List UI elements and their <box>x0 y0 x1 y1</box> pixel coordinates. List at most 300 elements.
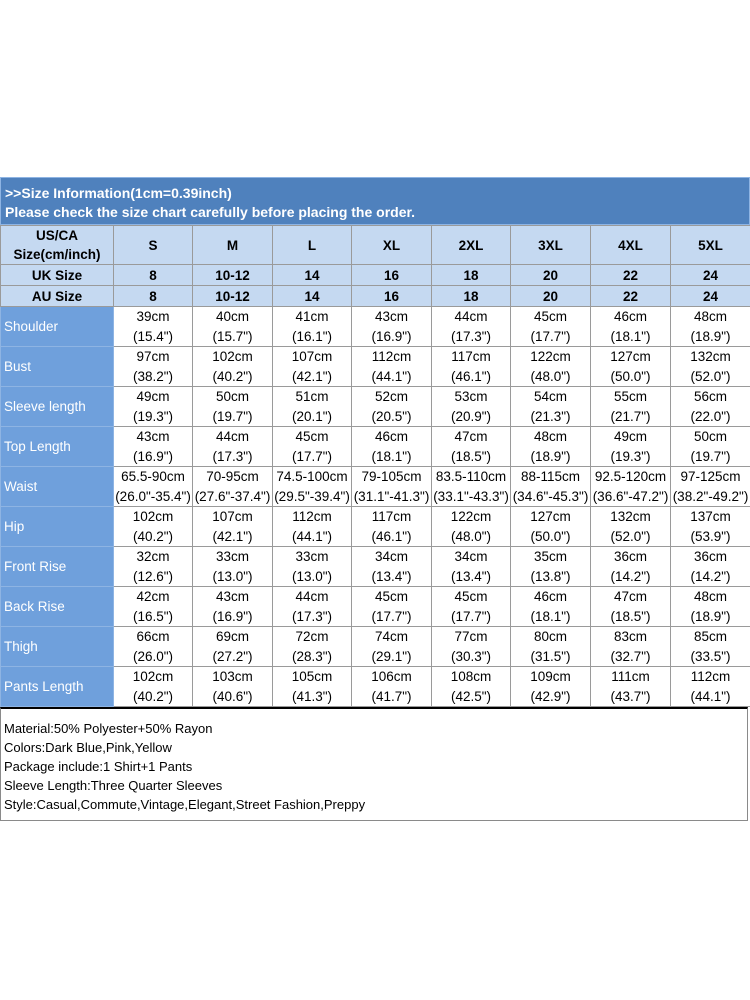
measure-cell <box>511 667 591 707</box>
au-size-m: 10-12 <box>193 286 273 307</box>
measure-cell <box>432 467 511 507</box>
inch-value: (22.0") <box>690 409 731 424</box>
measure-cell <box>114 347 193 387</box>
inch-value: (42.9") <box>530 689 571 704</box>
inch-value: (42.1") <box>291 369 333 384</box>
inch-value: (41.7") <box>371 689 412 704</box>
measure-cell <box>193 507 273 547</box>
inch-value: (46.1") <box>450 369 492 384</box>
inch-value: (26.0"-35.4") <box>115 489 191 504</box>
row-label: Sleeve length <box>1 387 114 427</box>
measure-cell <box>671 347 750 387</box>
uk-size-4xl: 22 <box>591 265 671 286</box>
cm-value: 39cm <box>136 309 170 324</box>
measure-cell <box>671 547 750 587</box>
inch-value: (19.3") <box>132 409 174 424</box>
cm-value: 50cm <box>693 429 727 444</box>
measure-cell <box>432 627 511 667</box>
measure-cell <box>432 307 511 347</box>
cm-value: 46cm <box>374 429 408 444</box>
uk-size-3xl: 20 <box>511 265 591 286</box>
cm-value: 43cm <box>215 589 249 604</box>
cm-value: 97cm <box>136 349 170 364</box>
inch-value: (33.1"-43.3") <box>433 489 509 504</box>
size-chart <box>0 177 750 821</box>
measure-cell <box>193 427 273 467</box>
measure-cell <box>352 467 432 507</box>
inch-value: (16.5") <box>132 609 174 624</box>
inch-value: (20.5") <box>371 409 412 424</box>
measure-cell <box>273 547 352 587</box>
header-uk-row <box>1 265 750 286</box>
cm-value: 127cm <box>530 509 571 524</box>
cm-value: 50cm <box>215 389 249 404</box>
cm-value: 48cm <box>693 589 727 604</box>
measure-cell <box>591 667 671 707</box>
cm-value: 109cm <box>530 669 571 684</box>
cm-value: 53cm <box>454 389 488 404</box>
measure-row-shoulder <box>1 307 750 347</box>
row-label: Top Length <box>1 427 114 467</box>
cm-value: 105cm <box>291 669 333 684</box>
header-au-row <box>1 286 750 307</box>
inch-value: (28.3") <box>291 649 333 664</box>
note-line: Sleeve Length:Three Quarter Sleeves <box>4 778 223 793</box>
inch-value: (48.0") <box>530 369 571 384</box>
inch-value: (13.0") <box>291 569 333 584</box>
cm-value: 132cm <box>610 509 651 524</box>
note-line: Material:50% Polyester+50% Rayon <box>4 721 213 736</box>
header-us-row <box>1 226 750 265</box>
inch-value: (29.5"-39.4") <box>274 489 350 504</box>
inch-value: (29.1") <box>371 649 412 664</box>
inch-value: (18.1") <box>530 609 571 624</box>
measure-cell <box>273 507 352 547</box>
note-line: Package include:1 Shirt+1 Pants <box>4 759 193 774</box>
cm-value: 44cm <box>454 309 488 324</box>
inch-value: (31.5") <box>530 649 571 664</box>
cm-value: 80cm <box>533 629 567 644</box>
measure-cell <box>352 307 432 347</box>
cm-value: 34cm <box>454 549 488 564</box>
inch-value: (21.3") <box>530 409 571 424</box>
measure-cell <box>193 347 273 387</box>
cm-value: 33cm <box>295 549 329 564</box>
corner-header <box>1 226 114 265</box>
measure-cell <box>352 387 432 427</box>
inch-value: (44.1") <box>291 529 333 544</box>
measure-cell <box>273 627 352 667</box>
cm-value: 36cm <box>613 549 647 564</box>
inch-value: (16.1") <box>291 329 333 344</box>
measure-cell <box>591 427 671 467</box>
au-size-l: 14 <box>273 286 352 307</box>
measure-cell <box>193 467 273 507</box>
inch-value: (13.8") <box>530 569 571 584</box>
inch-value: (19.7") <box>212 409 253 424</box>
inch-value: (15.7") <box>212 329 253 344</box>
us-size-m: M <box>193 226 273 265</box>
measure-cell <box>352 587 432 627</box>
cm-value: 102cm <box>132 669 174 684</box>
us-size-3xl: 3XL <box>511 226 591 265</box>
measure-cell <box>193 587 273 627</box>
inch-value: (34.6"-45.3") <box>512 489 589 504</box>
cm-value: 34cm <box>374 549 408 564</box>
measure-cell <box>273 587 352 627</box>
measure-cell <box>591 307 671 347</box>
cm-value: 74.5-100cm <box>276 469 348 484</box>
au-size-5xl: 24 <box>671 286 750 307</box>
cm-value: 66cm <box>136 629 170 644</box>
cm-value: 107cm <box>212 509 253 524</box>
cm-value: 111cm <box>611 669 650 684</box>
corner-us-ca: US/CA <box>35 228 78 243</box>
measure-cell <box>432 547 511 587</box>
cm-value: 137cm <box>690 509 731 524</box>
cm-value: 49cm <box>136 389 170 404</box>
inch-value: (53.9") <box>690 529 731 544</box>
cm-value: 46cm <box>533 589 567 604</box>
inch-value: (17.3") <box>212 449 253 464</box>
inch-value: (13.0") <box>212 569 253 584</box>
au-size-label: AU Size <box>1 286 114 307</box>
measure-cell <box>114 547 193 587</box>
product-notes <box>0 707 748 821</box>
cm-value: 117cm <box>371 509 412 524</box>
cm-value: 85cm <box>693 629 727 644</box>
measure-cell <box>511 507 591 547</box>
cm-value: 40cm <box>215 309 249 324</box>
measure-cell <box>352 347 432 387</box>
measure-cell <box>671 427 750 467</box>
measure-cell <box>114 667 193 707</box>
inch-value: (46.1") <box>371 529 412 544</box>
inch-value: (18.9") <box>530 449 571 464</box>
measure-cell <box>352 427 432 467</box>
measure-cell <box>193 307 273 347</box>
inch-value: (17.7") <box>530 329 571 344</box>
inch-value: (19.3") <box>610 449 651 464</box>
measure-cell <box>273 387 352 427</box>
cm-value: 83.5-110cm <box>435 469 507 484</box>
measure-row-hip <box>1 507 750 547</box>
inch-value: (50.0") <box>610 369 651 384</box>
measure-cell <box>511 427 591 467</box>
inch-value: (26.0") <box>132 649 174 664</box>
uk-size-5xl: 24 <box>671 265 750 286</box>
cm-value: 48cm <box>533 429 567 444</box>
inch-value: (19.7") <box>690 449 731 464</box>
inch-value: (17.3") <box>450 329 492 344</box>
inch-value: (18.9") <box>690 329 731 344</box>
cm-value: 47cm <box>454 429 488 444</box>
inch-value: (13.4") <box>371 569 412 584</box>
inch-value: (40.2") <box>132 689 174 704</box>
measure-cell <box>193 387 273 427</box>
cm-value: 44cm <box>295 589 329 604</box>
cm-value: 92.5-120cm <box>594 469 667 484</box>
measure-cell <box>671 387 750 427</box>
cm-value: 103cm <box>212 669 253 684</box>
measure-cell <box>511 587 591 627</box>
cm-value: 79-105cm <box>361 469 422 484</box>
inch-value: (52.0") <box>690 369 731 384</box>
banner-instruction: Please check the size chart carefully before placing the order. <box>5 204 416 220</box>
inch-value: (20.1") <box>291 409 333 424</box>
measure-cell <box>671 307 750 347</box>
cm-value: 33cm <box>215 549 249 564</box>
cm-value: 36cm <box>693 549 727 564</box>
note-line: Style:Casual,Commute,Vintage,Elegant,Street Fashion,Preppy <box>4 797 366 812</box>
cm-value: 122cm <box>450 509 492 524</box>
inch-value: (17.3") <box>291 609 333 624</box>
cm-value: 112cm <box>371 349 412 364</box>
inch-value: (27.2") <box>212 649 253 664</box>
measure-cell <box>114 467 193 507</box>
measure-cell <box>114 307 193 347</box>
measure-cell <box>114 627 193 667</box>
measure-cell <box>352 627 432 667</box>
cm-value: 35cm <box>533 549 567 564</box>
us-size-xl: XL <box>352 226 432 265</box>
us-size-2xl: 2XL <box>432 226 511 265</box>
cm-value: 122cm <box>530 349 571 364</box>
cm-value: 74cm <box>374 629 408 644</box>
cm-value: 117cm <box>451 349 491 364</box>
measure-cell <box>671 507 750 547</box>
cm-value: 88-115cm <box>520 469 581 484</box>
cm-value: 127cm <box>610 349 651 364</box>
us-size-s: S <box>114 226 193 265</box>
measure-cell <box>591 467 671 507</box>
banner-title: >>Size Information(1cm=0.39inch) <box>5 185 232 201</box>
inch-value: (42.5") <box>450 689 492 704</box>
us-size-5xl: 5XL <box>671 226 750 265</box>
measure-cell <box>511 387 591 427</box>
row-label: Thigh <box>1 627 114 667</box>
cm-value: 43cm <box>374 309 408 324</box>
measure-cell <box>352 547 432 587</box>
measure-cell <box>273 667 352 707</box>
measure-cell <box>352 667 432 707</box>
inch-value: (21.7") <box>610 409 651 424</box>
cm-value: 45cm <box>295 429 329 444</box>
measure-cell <box>432 347 511 387</box>
cm-value: 112cm <box>292 509 332 524</box>
au-size-4xl: 22 <box>591 286 671 307</box>
inch-value: (16.9") <box>212 609 253 624</box>
inch-value: (30.3") <box>450 649 492 664</box>
cm-value: 97-125cm <box>680 469 741 484</box>
row-label: Hip <box>1 507 114 547</box>
measure-cell <box>671 627 750 667</box>
cm-value: 42cm <box>136 589 170 604</box>
cm-value: 83cm <box>613 629 647 644</box>
measure-cell <box>273 427 352 467</box>
cm-value: 102cm <box>212 349 253 364</box>
measure-cell <box>273 467 352 507</box>
inch-value: (50.0") <box>530 529 571 544</box>
row-label: Pants Length <box>1 667 114 707</box>
cm-value: 46cm <box>613 309 647 324</box>
cm-value: 106cm <box>371 669 412 684</box>
measure-cell <box>432 427 511 467</box>
inch-value: (13.4") <box>450 569 492 584</box>
measure-cell <box>114 387 193 427</box>
measure-cell <box>511 627 591 667</box>
measure-row-back-rise <box>1 587 750 627</box>
measure-row-waist <box>1 467 750 507</box>
cm-value: 132cm <box>690 349 731 364</box>
inch-value: (18.5") <box>450 449 492 464</box>
us-size-l: L <box>273 226 352 265</box>
cm-value: 112cm <box>690 669 731 684</box>
measure-row-front-rise <box>1 547 750 587</box>
au-size-2xl: 18 <box>432 286 511 307</box>
au-size-xl: 16 <box>352 286 432 307</box>
cm-value: 43cm <box>136 429 170 444</box>
inch-value: (32.7") <box>610 649 651 664</box>
inch-value: (27.6"-37.4") <box>194 489 271 504</box>
cm-value: 108cm <box>450 669 492 684</box>
inch-value: (18.9") <box>690 609 731 624</box>
inch-value: (14.2") <box>610 569 651 584</box>
measure-cell <box>591 627 671 667</box>
inch-value: (40.2") <box>132 529 174 544</box>
au-size-s: 8 <box>114 286 193 307</box>
measure-cell <box>511 467 591 507</box>
inch-value: (40.2") <box>212 369 253 384</box>
cm-value: 55cm <box>613 389 647 404</box>
inch-value: (33.5") <box>690 649 731 664</box>
cm-value: 48cm <box>693 309 727 324</box>
measure-cell <box>591 387 671 427</box>
measure-row-top-length <box>1 427 750 467</box>
cm-value: 51cm <box>295 389 329 404</box>
inch-value: (41.3") <box>291 689 333 704</box>
measure-cell <box>432 587 511 627</box>
inch-value: (38.2") <box>132 369 174 384</box>
cm-value: 41cm <box>295 309 329 324</box>
measure-row-bust <box>1 347 750 387</box>
measure-cell <box>432 667 511 707</box>
measure-cell <box>511 307 591 347</box>
measure-row-thigh <box>1 627 750 667</box>
row-label: Back Rise <box>1 587 114 627</box>
cm-value: 72cm <box>295 629 329 644</box>
inch-value: (18.1") <box>371 449 412 464</box>
cm-value: 70-95cm <box>206 469 259 484</box>
cm-value: 45cm <box>374 589 408 604</box>
inch-value: (52.0") <box>610 529 651 544</box>
cm-value: 32cm <box>136 549 170 564</box>
inch-value: (16.9") <box>371 329 412 344</box>
measure-cell <box>273 347 352 387</box>
uk-size-xl: 16 <box>352 265 432 286</box>
measure-cell <box>352 507 432 547</box>
uk-size-m: 10-12 <box>193 265 273 286</box>
measure-cell <box>432 387 511 427</box>
measure-cell <box>114 587 193 627</box>
inch-value: (42.1") <box>212 529 253 544</box>
cm-value: 69cm <box>215 629 249 644</box>
inch-value: (16.9") <box>132 449 174 464</box>
uk-size-l: 14 <box>273 265 352 286</box>
cm-value: 102cm <box>132 509 174 524</box>
row-label: Bust <box>1 347 114 387</box>
measure-cell <box>671 587 750 627</box>
measure-cell <box>511 347 591 387</box>
inch-value: (36.6"-47.2") <box>592 489 669 504</box>
uk-size-label: UK Size <box>1 265 114 286</box>
measure-cell <box>273 307 352 347</box>
cm-value: 54cm <box>533 389 567 404</box>
cm-value: 45cm <box>454 589 488 604</box>
cm-value: 56cm <box>693 389 727 404</box>
inch-value: (44.1") <box>690 689 731 704</box>
cm-value: 47cm <box>613 589 647 604</box>
uk-size-2xl: 18 <box>432 265 511 286</box>
row-label: Front Rise <box>1 547 114 587</box>
us-size-4xl: 4XL <box>591 226 671 265</box>
measure-cell <box>591 547 671 587</box>
inch-value: (18.1") <box>610 329 651 344</box>
measure-cell <box>193 667 273 707</box>
measure-cell <box>671 667 750 707</box>
note-line: Colors:Dark Blue,Pink,Yellow <box>4 740 172 755</box>
row-label: Shoulder <box>1 307 114 347</box>
inch-value: (43.7") <box>610 689 651 704</box>
au-size-3xl: 20 <box>511 286 591 307</box>
inch-value: (44.1") <box>371 369 412 384</box>
measure-cell <box>591 507 671 547</box>
inch-value: (31.1"-41.3") <box>353 489 430 504</box>
size-table <box>0 225 750 707</box>
inch-value: (38.2"-49.2") <box>672 489 749 504</box>
cm-value: 77cm <box>454 629 488 644</box>
row-label: Waist <box>1 467 114 507</box>
inch-value: (12.6") <box>132 569 174 584</box>
measure-cell <box>432 507 511 547</box>
inch-value: (18.5") <box>610 609 651 624</box>
inch-value: (15.4") <box>132 329 174 344</box>
cm-value: 44cm <box>215 429 249 444</box>
measure-cell <box>193 547 273 587</box>
measure-cell <box>671 467 750 507</box>
measure-cell <box>114 507 193 547</box>
measure-row-pants-length <box>1 667 750 707</box>
cm-value: 45cm <box>533 309 567 324</box>
measure-cell <box>591 587 671 627</box>
inch-value: (14.2") <box>690 569 731 584</box>
cm-value: 107cm <box>291 349 333 364</box>
measure-cell <box>591 347 671 387</box>
inch-value: (20.9") <box>450 409 492 424</box>
measure-cell <box>511 547 591 587</box>
cm-value: 65.5-90cm <box>121 469 185 484</box>
inch-value: (17.7") <box>450 609 492 624</box>
inch-value: (17.7") <box>371 609 412 624</box>
cm-value: 52cm <box>374 389 408 404</box>
inch-value: (48.0") <box>450 529 492 544</box>
uk-size-s: 8 <box>114 265 193 286</box>
measure-cell <box>114 427 193 467</box>
corner-size-unit: Size(cm/inch) <box>13 247 101 262</box>
measure-row-sleeve-length <box>1 387 750 427</box>
measure-cell <box>193 627 273 667</box>
cm-value: 49cm <box>613 429 647 444</box>
